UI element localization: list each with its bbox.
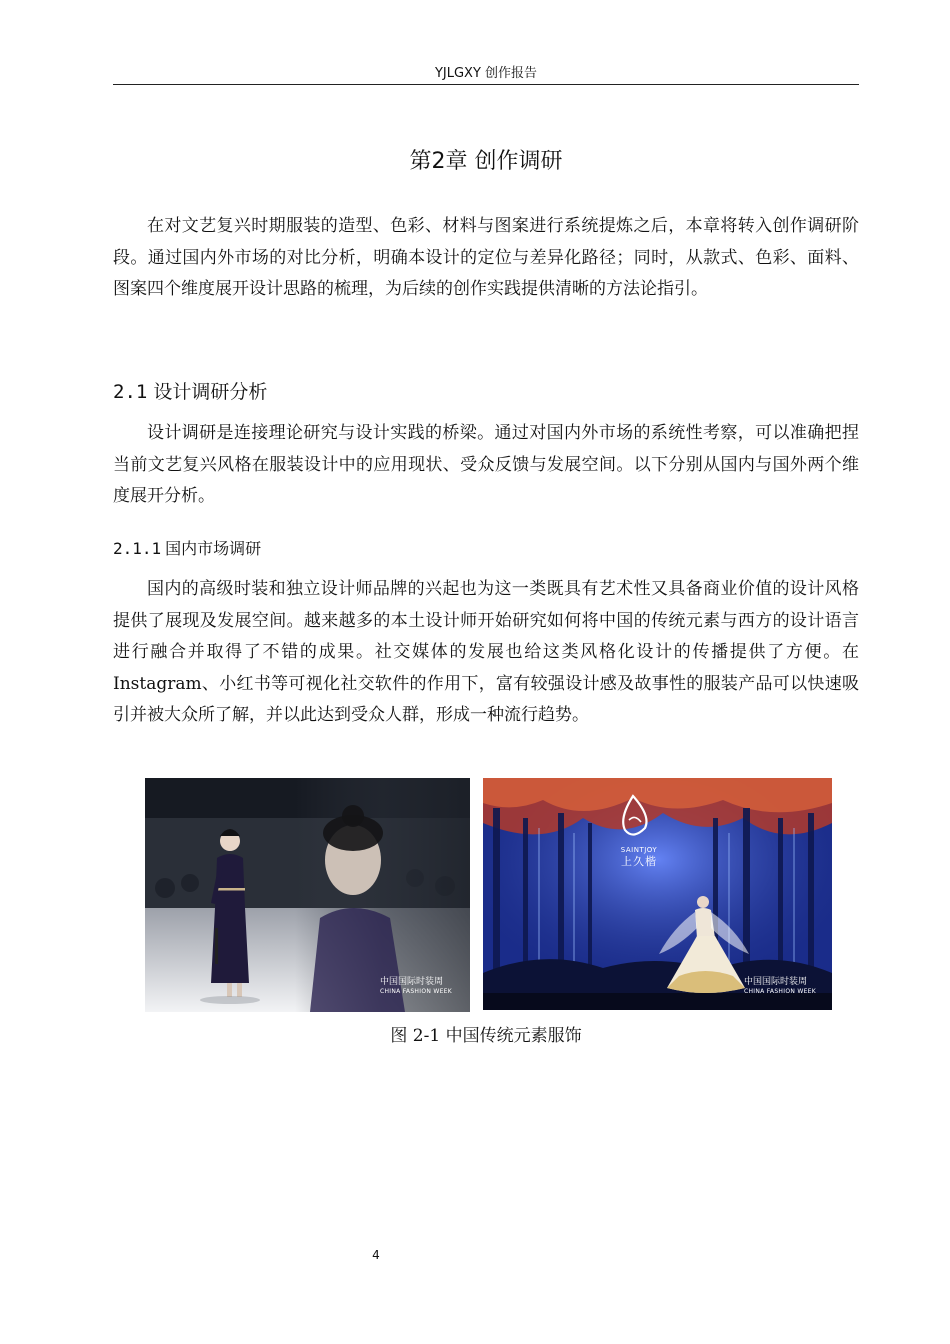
watermark-cn: 中国国际时装周 <box>743 977 807 987</box>
watermark-cn: 中国国际时装周 <box>379 977 443 987</box>
section-heading-2-1-1 <box>113 536 859 562</box>
watermark-left <box>380 977 452 996</box>
runway-photo-qipao <box>145 778 470 1012</box>
section-number: 2.1 <box>113 381 148 403</box>
section-2-1-1-paragraph: 国内的高级时装和独立设计师品牌的兴起也为这一类既具有艺术性又具备商业价值的设计风格提供了展现及发展空间。越来越多的本土设计师开始研究如何将中国的传统元素与西方的设计语言进行融合并取得了不错的成果。社交媒体的发展也给这类风格化设计的传播提供了方便。在 Instagram、小红书等可视化社交软件的作用下，富有较强设计感及故事性的服装产品可以快速吸引并被大众所了解，并以此达到受众人群，形成一种流行趋势。 <box>113 579 859 725</box>
brand-logo <box>609 846 669 869</box>
header-title: YJLGXY 创作报告 <box>434 66 538 81</box>
runway-photo-gown <box>483 778 832 1010</box>
brand-en: SAINTJOY <box>620 846 658 854</box>
subsection-title: 国内市场调研 <box>165 539 262 558</box>
watermark-en: CHINA FASHION WEEK <box>743 988 816 995</box>
runway-photo-gown-drawing <box>483 778 832 1010</box>
section-heading-2-1 <box>113 377 859 407</box>
intro-paragraph: 在对文艺复兴时期服装的造型、色彩、材料与图案进行系统提炼之后，本章将转入创作调研阶段。通过国内外市场的对比分析，明确本设计的定位与差异化路径；同时，从款式、色彩、面料、图案四个维度展开设计思路的梳理，为后续的创作实践提供清晰的方法论指引。 <box>113 216 859 299</box>
subsection-number: 2.1.1 <box>113 539 162 558</box>
chapter-title: 第2章 创作调研 <box>409 149 563 174</box>
section-2-1-paragraph: 设计调研是连接理论研究与设计实践的桥梁。通过对国内外市场的系统性考察，可以准确把捏当前文艺复兴风格在服装设计中的应用现状、受众反馈与发展空间。以下分别从国内与国外两个维度展开分析。 <box>113 423 859 506</box>
watermark-en: CHINA FASHION WEEK <box>379 988 452 995</box>
figure-caption: 图 2-1 中国传统元素服饰 <box>390 1026 582 1046</box>
watermark-right <box>744 977 816 996</box>
brand-cn: 上久楷 <box>621 855 657 868</box>
section-title: 设计调研分析 <box>153 381 268 403</box>
page-header <box>113 64 859 85</box>
page-number: 4 <box>372 1248 380 1262</box>
